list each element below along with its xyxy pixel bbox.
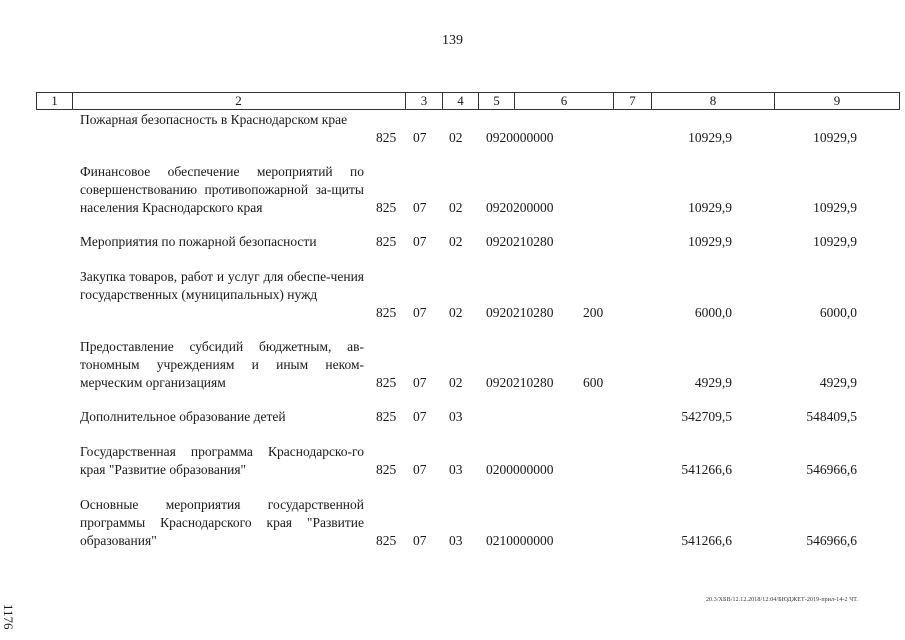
row-col-4: 07 — [413, 234, 427, 249]
row-col-3: 825 — [376, 234, 397, 249]
row-col-6: 0200000000 — [486, 462, 554, 477]
row-col-4: 07 — [413, 409, 427, 424]
row-col-5: 02 — [449, 130, 463, 145]
row-col-4: 07 — [413, 130, 427, 145]
row-col-3: 825 — [376, 375, 397, 390]
row-col-9: 10929,9 — [813, 130, 857, 145]
header-col-4: 4 — [443, 92, 479, 110]
row-name: Закупка товаров, работ и услуг для обеспе-чения государственных (муниципальных) нужд — [80, 269, 364, 302]
side-page-number: 1176 — [1, 604, 16, 630]
header-col-7: 7 — [614, 92, 652, 110]
row-col-9: 546966,6 — [806, 462, 857, 477]
header-col-1: 1 — [36, 92, 73, 110]
document-footer-code: 20.3/ХБВ/12.12.2018/12:04/БЮДЖЕТ-2019-прил-14-2 ЧТ. — [705, 597, 858, 603]
row-col-4: 07 — [413, 375, 427, 390]
row-col-7: 600 — [583, 375, 604, 390]
row-name: Финансовое обеспечение мероприятий по совершенствованию противопожарной за-щиты населения Краснодарского края — [80, 164, 364, 215]
row-col-5: 02 — [449, 234, 463, 249]
row-col-3: 825 — [376, 462, 397, 477]
row-col-5: 02 — [449, 305, 463, 320]
row-col-7: 200 — [583, 305, 604, 320]
row-col-9: 6000,0 — [819, 305, 857, 320]
row-col-5: 02 — [449, 375, 463, 390]
row-col-5: 03 — [449, 533, 463, 548]
row-col-4: 07 — [413, 462, 427, 477]
row-col-8: 542709,5 — [681, 409, 732, 424]
row-col-6: 0920210280 — [486, 234, 554, 249]
row-col-6: 0920000000 — [486, 130, 554, 145]
row-col-3: 825 — [376, 533, 397, 548]
row-col-8: 10929,9 — [688, 130, 732, 145]
row-col-8: 541266,6 — [681, 533, 732, 548]
row-col-8: 10929,9 — [688, 200, 732, 215]
row-col-4: 07 — [413, 200, 427, 215]
row-name: Пожарная безопасность в Краснодарском крае — [80, 112, 348, 127]
row-col-5: 03 — [449, 462, 463, 477]
header-col-6: 6 — [515, 92, 614, 110]
header-col-2: 2 — [72, 92, 406, 110]
row-col-8: 10929,9 — [688, 234, 732, 249]
row-col-5: 02 — [449, 200, 463, 215]
header-col-8: 8 — [652, 92, 775, 110]
row-col-6: 0920200000 — [486, 200, 554, 215]
row-col-3: 825 — [376, 130, 397, 145]
row-col-9: 10929,9 — [813, 234, 857, 249]
row-col-6: 0210000000 — [486, 533, 554, 548]
row-col-9: 10929,9 — [813, 200, 857, 215]
row-col-9: 548409,5 — [806, 409, 857, 424]
row-name: Основные мероприятия государственной программы Краснодарского края "Развитие образования" — [80, 497, 364, 548]
row-col-3: 825 — [376, 409, 397, 424]
row-name: Предоставление субсидий бюджетным, ав-тономным учреждениям и иным неком-мерческим организациям — [80, 339, 364, 390]
row-col-8: 6000,0 — [694, 305, 732, 320]
row-col-3: 825 — [376, 200, 397, 215]
page-number: 139 — [442, 33, 463, 48]
row-col-6: 0920210280 — [486, 375, 554, 390]
row-col-9: 546966,6 — [806, 533, 857, 548]
row-col-5: 03 — [449, 409, 463, 424]
header-col-9: 9 — [775, 92, 900, 110]
row-col-3: 825 — [376, 305, 397, 320]
row-col-8: 541266,6 — [681, 462, 732, 477]
row-name: Государственная программа Краснодарско-го края "Развитие образования" — [80, 444, 364, 477]
row-name: Мероприятия по пожарной безопасности — [80, 234, 317, 249]
header-col-3: 3 — [406, 92, 443, 110]
header-col-5: 5 — [479, 92, 515, 110]
row-col-9: 4929,9 — [819, 375, 857, 390]
row-col-4: 07 — [413, 533, 427, 548]
row-col-6: 0920210280 — [486, 305, 554, 320]
row-name: Дополнительное образование детей — [80, 409, 286, 424]
row-col-4: 07 — [413, 305, 427, 320]
row-col-8: 4929,9 — [694, 375, 732, 390]
